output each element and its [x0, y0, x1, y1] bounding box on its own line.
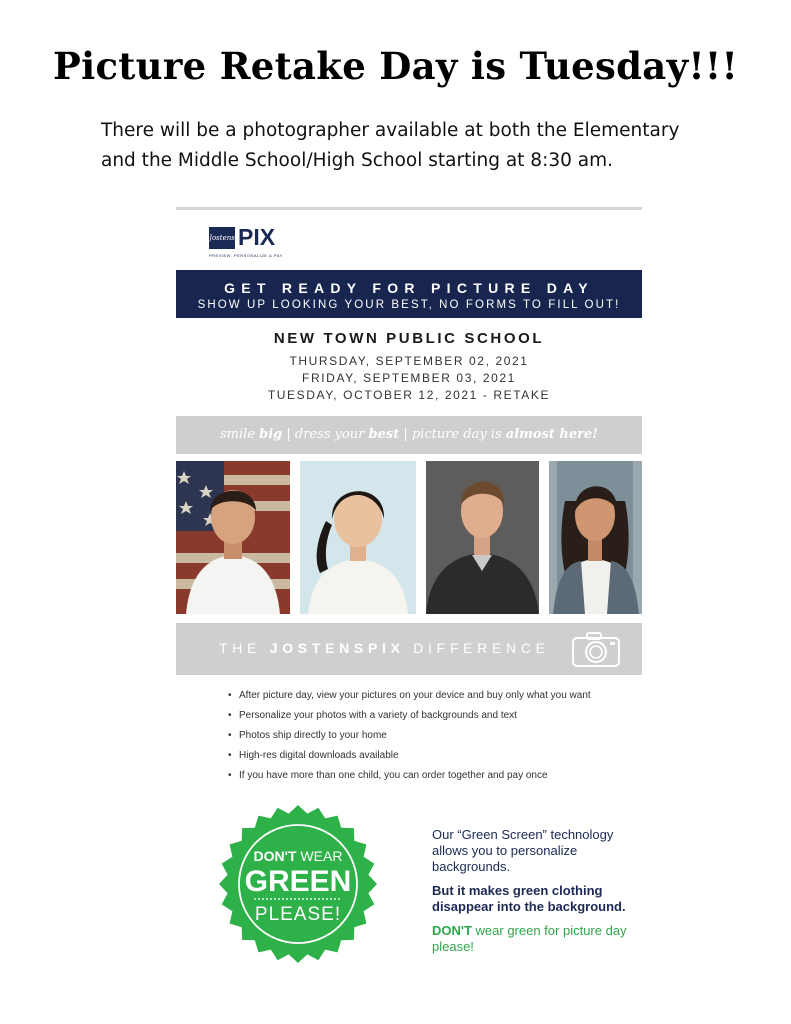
seal-top-bold: DON'T: [253, 848, 297, 864]
green-screen-intro: Our “Green Screen” technology allows you to personalize backgrounds.: [432, 827, 614, 874]
boy-flag-background-photo: [176, 461, 290, 614]
sample-photos: [176, 461, 642, 614]
smile-tagline-bar: [176, 416, 642, 454]
seal-top-text: [254, 848, 343, 864]
list-item: [228, 770, 638, 790]
tagline-text: | picture day is: [399, 427, 506, 442]
benefit-text: Personalize your photos with a variety of backgrounds and text: [239, 710, 517, 721]
picture-day-banner: [176, 270, 642, 318]
seal-bottom-text: PLEASE!: [254, 904, 342, 925]
camera-icon: [571, 632, 621, 673]
green-screen-request: [432, 923, 642, 955]
logo-tagline: PREVIEW, PERSONALIZE & PAY.: [209, 253, 284, 258]
banner-subtitle: SHOW UP LOOKING YOUR BEST, NO FORMS TO FILL OUT!: [197, 299, 621, 311]
seal-top-rest: WEAR: [296, 848, 343, 864]
benefit-text: If you have more than one child, you can order together and pay once: [239, 770, 548, 781]
jostens-badge: Jostens: [209, 227, 235, 249]
girl-light-blue-background-photo: [300, 461, 416, 614]
jostens-pix-logo: [209, 224, 284, 258]
date-line: TUESDAY, OCTOBER 12, 2021 - RETAKE: [267, 388, 551, 402]
tagline-bold: big: [259, 427, 283, 442]
benefit-text: Photos ship directly to your home: [239, 730, 387, 741]
school-name: NEW TOWN PUBLIC SCHOOL: [273, 330, 545, 347]
green-screen-notice: [432, 827, 642, 963]
tagline-bold: almost here!: [505, 427, 598, 442]
dont-bold: DON'T: [432, 923, 472, 938]
jostenspix-difference-bar: [176, 623, 642, 675]
list-item: [228, 730, 638, 750]
dont-rest: wear green for picture day please!: [432, 923, 627, 954]
bullet-icon: •: [228, 770, 232, 781]
tagline-text: | dress your: [282, 427, 369, 442]
benefit-text: After picture day, view your pictures on your device and buy only what you want: [239, 690, 591, 701]
bullet-icon: •: [228, 730, 232, 741]
tagline-text: smile: [220, 427, 260, 442]
teen-girl-wood-background-photo: [549, 461, 642, 614]
list-item: [228, 690, 638, 710]
list-item: [228, 750, 638, 770]
list-item: [228, 710, 638, 730]
picture-dates: [176, 353, 642, 404]
picture-day-flyer: [176, 207, 642, 972]
intro-line: and the Middle School/High School starting at 8:30 am.: [101, 150, 613, 171]
difference-suffix: DIFFERENCE: [404, 640, 550, 656]
teen-boy-gray-background-photo: [426, 461, 539, 614]
difference-heading: [219, 640, 550, 656]
intro-line: There will be a photographer available at both the Elementary: [101, 120, 680, 141]
benefits-list: [228, 690, 638, 790]
bullet-icon: •: [228, 750, 232, 761]
intro-paragraph: [101, 116, 741, 176]
page-title: Picture Retake Day is Tuesday!!!: [52, 44, 738, 88]
seal-middle-text: GREEN: [244, 865, 352, 898]
tagline-bold: best: [368, 427, 400, 442]
difference-brand: JOSTENSPIX: [269, 640, 405, 656]
green-screen-warning: But it makes green clothing disappear into the background.: [432, 883, 626, 914]
bullet-icon: •: [228, 690, 232, 701]
dont-wear-green-seal: [218, 804, 378, 969]
pix-wordmark: PIX: [238, 224, 276, 250]
date-line: FRIDAY, SEPTEMBER 03, 2021: [302, 371, 516, 385]
bullet-icon: •: [228, 710, 232, 721]
banner-title: GET READY FOR PICTURE DAY: [224, 280, 594, 296]
difference-prefix: THE: [219, 640, 270, 656]
benefit-text: High-res digital downloads available: [239, 750, 399, 761]
date-line: THURSDAY, SEPTEMBER 02, 2021: [289, 354, 529, 368]
